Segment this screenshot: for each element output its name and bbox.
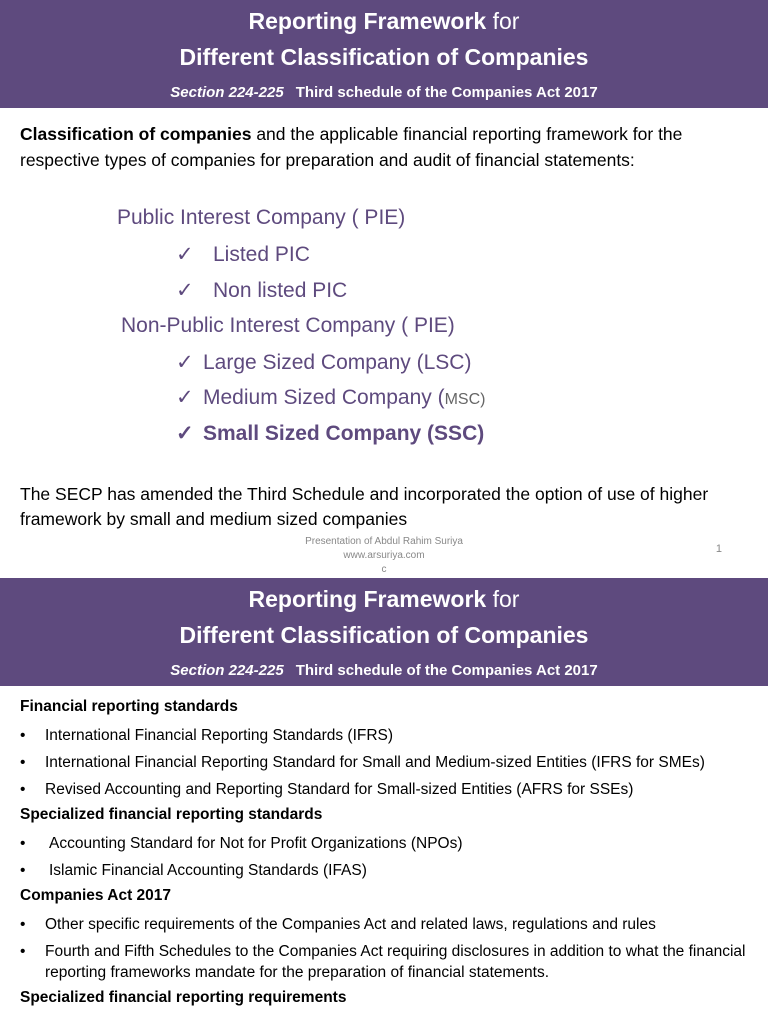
section-heading-specialized-requirements: Specialized financial reporting requirements: [20, 989, 347, 1006]
bullet-icon: •: [20, 727, 26, 744]
footer-presenter: Presentation of Abdul Rahim Suriya: [305, 536, 463, 547]
title-bold: Reporting Framework: [248, 586, 487, 612]
title-rest: for: [492, 8, 520, 34]
slide-1-title-line1: [0, 8, 768, 35]
npie-item-medium: ✓ Medium Sized Company (MSC): [176, 386, 486, 409]
section-heading-companies-act: Companies Act 2017: [20, 887, 172, 904]
pie-item-listed: ✓ Listed PIC: [176, 243, 310, 266]
page-number: 1: [715, 543, 722, 555]
slide-2: [0, 578, 768, 1024]
slide-1-title-line2: Different Classification of Companies: [179, 44, 589, 70]
npie-item-large: ✓ Large Sized Company (LSC): [176, 351, 472, 374]
footer-website: www.arsuriya.com: [343, 550, 425, 561]
intro-bold: Classification of companies: [20, 124, 252, 144]
secp-note: The SECP has amended the Third Schedule and incorporated the option of use of higher framework by small and medium sized companies: [20, 484, 709, 529]
slide-1-subtitle: [0, 84, 768, 101]
check-icon: ✓: [176, 422, 194, 445]
npie-heading: Non-Public Interest Company ( PIE): [121, 314, 455, 337]
list-item: • International Financial Reporting Standard for Small and Medium-sized Entities (IFRS for SMEs): [20, 754, 705, 771]
check-icon: ✓: [176, 351, 194, 374]
subtitle-rest: Third schedule of the Companies Act 2017: [295, 84, 598, 101]
check-icon: ✓: [176, 279, 194, 302]
slide-2-header: [0, 578, 768, 686]
slide-2-title-line1: [0, 586, 768, 613]
list-item: • Revised Accounting and Reporting Standard for Small-sized Entities (AFRS for SSEs): [20, 781, 634, 798]
intro-paragraph: [20, 121, 750, 173]
slide-2-title-line2: Different Classification of Companies: [179, 622, 589, 648]
list-item: • Fourth and Fifth Schedules to the Companies Act requiring disclosures in addition to what the financial reporting frameworks mandate for the preparation of financial statements.: [20, 943, 746, 981]
bullet-icon: •: [20, 862, 26, 879]
list-item: • International Financial Reporting Standards (IFRS): [20, 727, 394, 744]
title-rest: for: [492, 586, 520, 612]
list-item: • Islamic Financial Accounting Standards (IFAS): [20, 862, 367, 879]
section-heading-financial-reporting-standards: Financial reporting standards: [20, 698, 238, 715]
list-item: • Other specific requirements of the Companies Act and related laws, regulations and rules: [20, 916, 656, 933]
bullet-icon: •: [20, 835, 26, 852]
slide-2-body: [20, 698, 750, 1016]
footer: [0, 535, 768, 577]
footer-extra: c: [381, 564, 387, 575]
pie-item-nonlisted: ✓ Non listed PIC: [176, 279, 348, 302]
check-icon: ✓: [176, 386, 194, 409]
slide-2-subtitle: [0, 662, 768, 679]
slide-1-header: [0, 0, 768, 108]
bullet-icon: •: [20, 781, 26, 798]
bullet-icon: •: [20, 916, 26, 933]
list-item: • Accounting Standard for Not for Profit Organizations (NPOs): [20, 835, 463, 852]
npie-item-small: ✓ Small Sized Company (SSC): [176, 422, 485, 445]
subtitle-section: Section 224-225: [170, 84, 284, 101]
bullet-icon: •: [20, 943, 26, 960]
intro-rest: and the applicable financial reporting framework for the respective types of companies for preparation and audit of financial statements:: [20, 124, 683, 170]
bullet-icon: •: [20, 754, 26, 771]
subtitle-rest: Third schedule of the Companies Act 2017: [295, 662, 598, 679]
subtitle-section: Section 224-225: [170, 662, 284, 679]
section-heading-specialized-standards: Specialized financial reporting standards: [20, 806, 323, 823]
check-icon: ✓: [176, 243, 194, 266]
title-bold: Reporting Framework: [248, 8, 487, 34]
pie-heading: Public Interest Company ( PIE): [117, 206, 406, 229]
